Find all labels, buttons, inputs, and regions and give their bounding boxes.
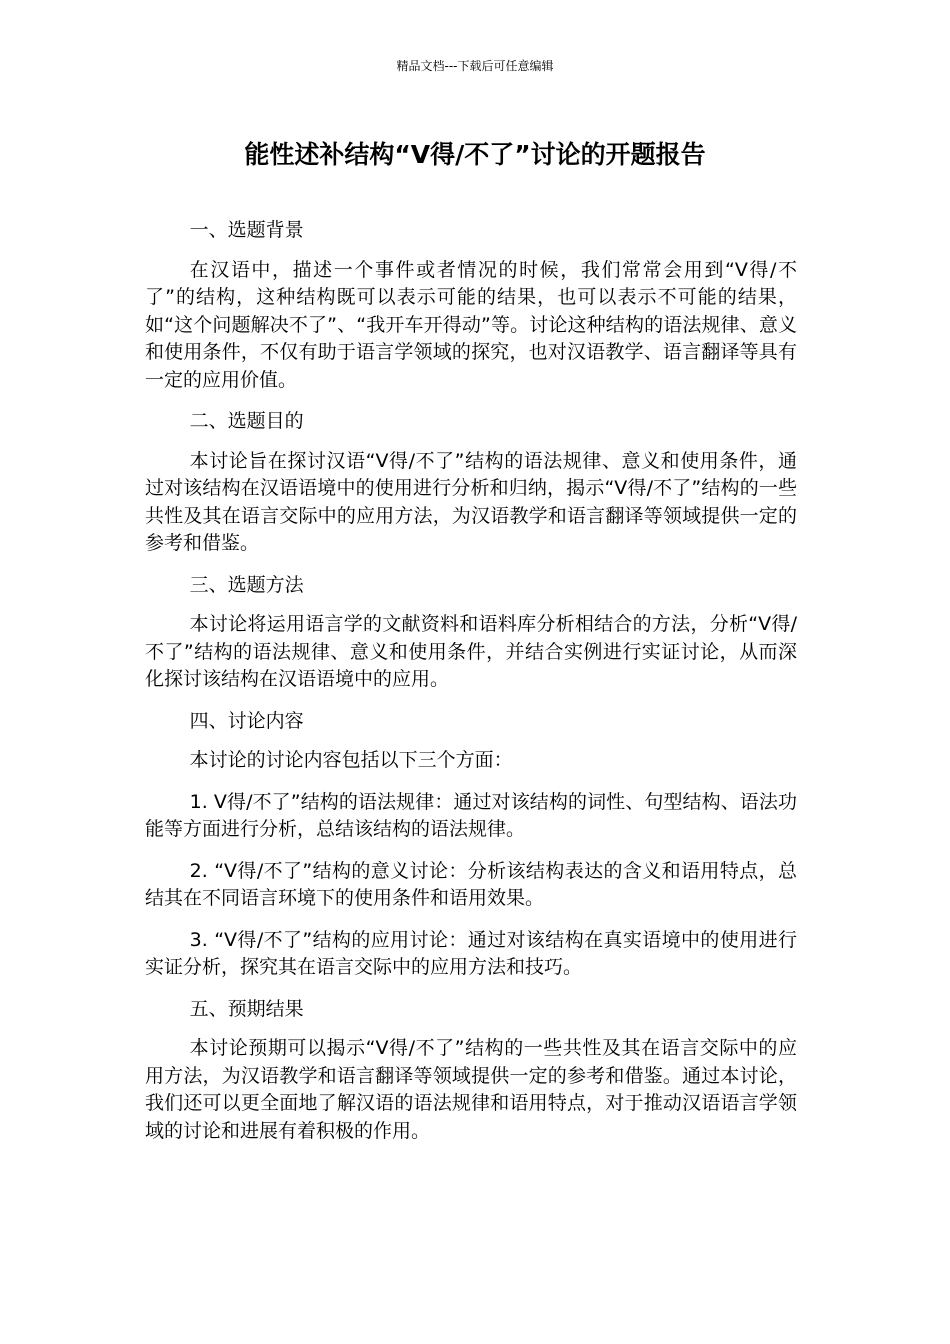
document-title: 能性述补结构“V得/不了”讨论的开题报告 bbox=[244, 140, 706, 169]
list-item-grammar: 1. V得/不了”结构的语法规律：通过对该结构的词性、句型结构、语法功能等方面进行分析，总结该结构的语法规律。 bbox=[145, 790, 797, 840]
section-heading-content: 四、讨论内容 bbox=[189, 709, 304, 732]
paragraph-expected-results: 本讨论预期可以揭示“V得/不了”结构的一些共性及其在语言交际中的应用方法，为汉语教学和语言翻译等领域提供一定的参考和借鉴。通过本讨论，我们还可以更全面地了解汉语的语法规律和语用特点，对于推动汉语语言学领域的讨论和进展有着积极的作用。 bbox=[145, 1037, 797, 1142]
section-heading-background: 一、选题背景 bbox=[189, 219, 304, 241]
section-heading-expected-results: 五、预期结果 bbox=[189, 997, 304, 1020]
paragraph-content-intro: 本讨论的讨论内容包括以下三个方面： bbox=[189, 749, 513, 771]
document-body bbox=[145, 217, 797, 1159]
section-heading-purpose: 二、选题目的 bbox=[189, 410, 304, 432]
header-note: 精品文档---下载后可任意编辑 bbox=[396, 59, 554, 73]
list-item-meaning: 2. “V得/不了”结构的意义讨论：分析该结构表达的含义和语用特点，总结其在不同语言环境下的使用条件和语用效果。 bbox=[145, 859, 797, 909]
paragraph-method: 本讨论将运用语言学的文献资料和语料库分析相结合的方法，分析“V得/不了”结构的语法规律、意义和使用条件，并结合实例进行实证讨论，从而深化探讨该结构在汉语语境中的应用。 bbox=[145, 613, 797, 690]
list-item-application: 3. “V得/不了”结构的应用讨论：通过对该结构在真实语境中的使用进行实证分析，探究其在语言交际中的应用方法和技巧。 bbox=[145, 928, 797, 978]
section-heading-method: 三、选题方法 bbox=[189, 573, 304, 596]
paragraph-background: 在汉语中，描述一个事件或者情况的时候，我们常常会用到“V得/不了”的结构，这种结构既可以表示可能的结果，也可以表示不可能的结果，如“这个问题解决不了”、“我开车开得动”等。讨论这种结构的语法规律、意义和使用条件，不仅有助于语言学领域的探究，也对汉语教学、语言翻译等具有一定的应用价值。 bbox=[145, 258, 797, 391]
paragraph-purpose: 本讨论旨在探讨汉语“V得/不了”结构的语法规律、意义和使用条件，通过对该结构在汉语语境中的使用进行分析和归纳，揭示“V得/不了”结构的一些共性及其在语言交际中的应用方法，为汉语教学和语言翻译等领域提供一定的参考和借鉴。 bbox=[145, 449, 797, 554]
